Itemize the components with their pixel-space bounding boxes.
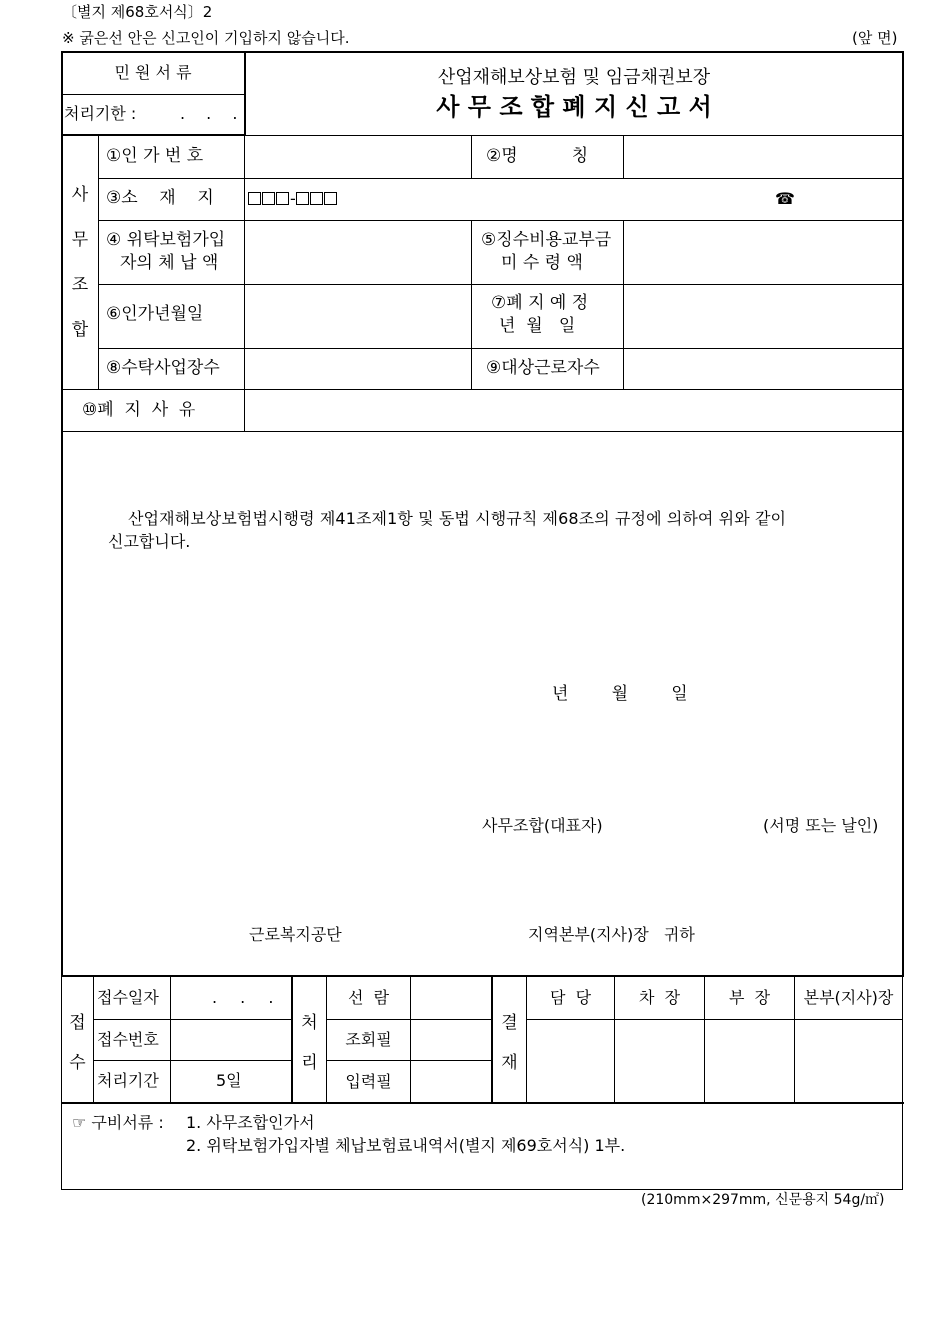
statement-line-1: 산업재해보상보험법시행령 제41조제1항 및 동법 시행규칙 제68조의 규정에 의하여 위와 같이 [128, 509, 787, 528]
field-label-closing-date-1: ⑦폐 지 예 정 [491, 293, 589, 313]
section-label-office-union: 사 무 조 합 [71, 185, 89, 340]
field-label-reason: ⑩폐 지 사 유 [82, 400, 196, 420]
closing-date-input[interactable] [624, 286, 901, 347]
license-date-input[interactable] [245, 286, 470, 347]
approval-label: 결 재 [501, 1012, 518, 1073]
approval-col-staff: 담 당 [549, 988, 592, 1008]
form-subtitle: 산업재해보상보험 및 임금채권보장 [437, 66, 711, 88]
paper-spec: (210mm×297mm, 신문용지 54g/㎡) [641, 1192, 885, 1208]
address-code[interactable]: - [248, 191, 338, 207]
phone-icon: ☎ [775, 189, 795, 208]
process-item-inquiry: 조회필 [345, 1030, 392, 1050]
required-doc-2: 2. 위탁보험가입자별 체납보험료내역서(별지 제69호서식) 1부. [186, 1136, 626, 1155]
receipt-number-label: 접수번호 [97, 1030, 159, 1049]
form-note: ※ 굵은선 안은 신고인이 기입하지 않습니다. [62, 29, 350, 47]
field-label-address: ③소 재 지 [106, 188, 214, 208]
field-label-subsidy-1: ⑤징수비용교부금 [481, 230, 612, 250]
name-input[interactable] [624, 137, 901, 177]
civil-docs-label: 민 원 서 류 [114, 63, 192, 83]
form-number: 〔별지 제68호서식〕2 [62, 3, 213, 21]
form-title: 사 무 조 합 폐 지 신 고 서 [436, 92, 712, 121]
subsidy-input[interactable] [624, 222, 901, 283]
field-label-closing-date-2: 년 월 일 [499, 316, 576, 336]
report-date: 년 월 일 [552, 684, 688, 704]
receipt-label: 접 수 [69, 1012, 86, 1073]
process-item-review: 선 람 [347, 988, 390, 1008]
approval-col-director: 본부(지사)장 [803, 988, 894, 1008]
sign-note: (서명 또는 날인) [763, 816, 879, 835]
field-label-license-no: ①인 가 번 호 [106, 146, 204, 166]
process-item-input: 입력필 [345, 1071, 392, 1091]
reason-input[interactable] [245, 391, 901, 430]
workplaces-input[interactable] [245, 350, 470, 388]
workers-input[interactable] [624, 350, 901, 388]
process-label: 처 리 [301, 1012, 318, 1073]
field-label-arrears-1: ④ 위탁보험가입 [106, 230, 226, 250]
required-doc-1: 1. 사무조합인가서 [186, 1113, 315, 1132]
processing-period-value: 5일 [216, 1071, 242, 1090]
statement-line-2: 신고합니다. [108, 532, 191, 551]
license-no-input[interactable] [245, 137, 470, 177]
approval-col-manager: 부 장 [728, 988, 771, 1008]
arrears-input[interactable] [245, 222, 470, 283]
addressee-office: 지역본부(지사)장 귀하 [528, 925, 695, 944]
field-label-workers: ⑨대상근로자수 [486, 358, 600, 378]
field-label-subsidy-2: 미 수 령 액 [501, 253, 583, 273]
addressee-org: 근로복지공단 [249, 925, 342, 944]
required-docs-label: ☞ 구비서류 : [72, 1113, 164, 1132]
signer-label: 사무조합(대표자) [482, 816, 603, 835]
receipt-date-label: 접수일자 [97, 988, 159, 1007]
approval-col-deputy: 차 장 [638, 988, 681, 1008]
field-label-workplaces: ⑧수탁사업장수 [106, 358, 220, 378]
receipt-date-value: . . . [212, 988, 283, 1007]
field-label-license-date: ⑥인가년월일 [106, 304, 204, 324]
field-label-arrears-2: 자의 체 납 액 [120, 253, 219, 273]
deadline-value: . . . [180, 104, 246, 123]
processing-period-label: 처리기간 [97, 1071, 159, 1090]
field-label-name: ②명 칭 [486, 146, 589, 166]
deadline-label: 처리기한 : [64, 104, 137, 123]
page-side: (앞 면) [852, 29, 898, 47]
